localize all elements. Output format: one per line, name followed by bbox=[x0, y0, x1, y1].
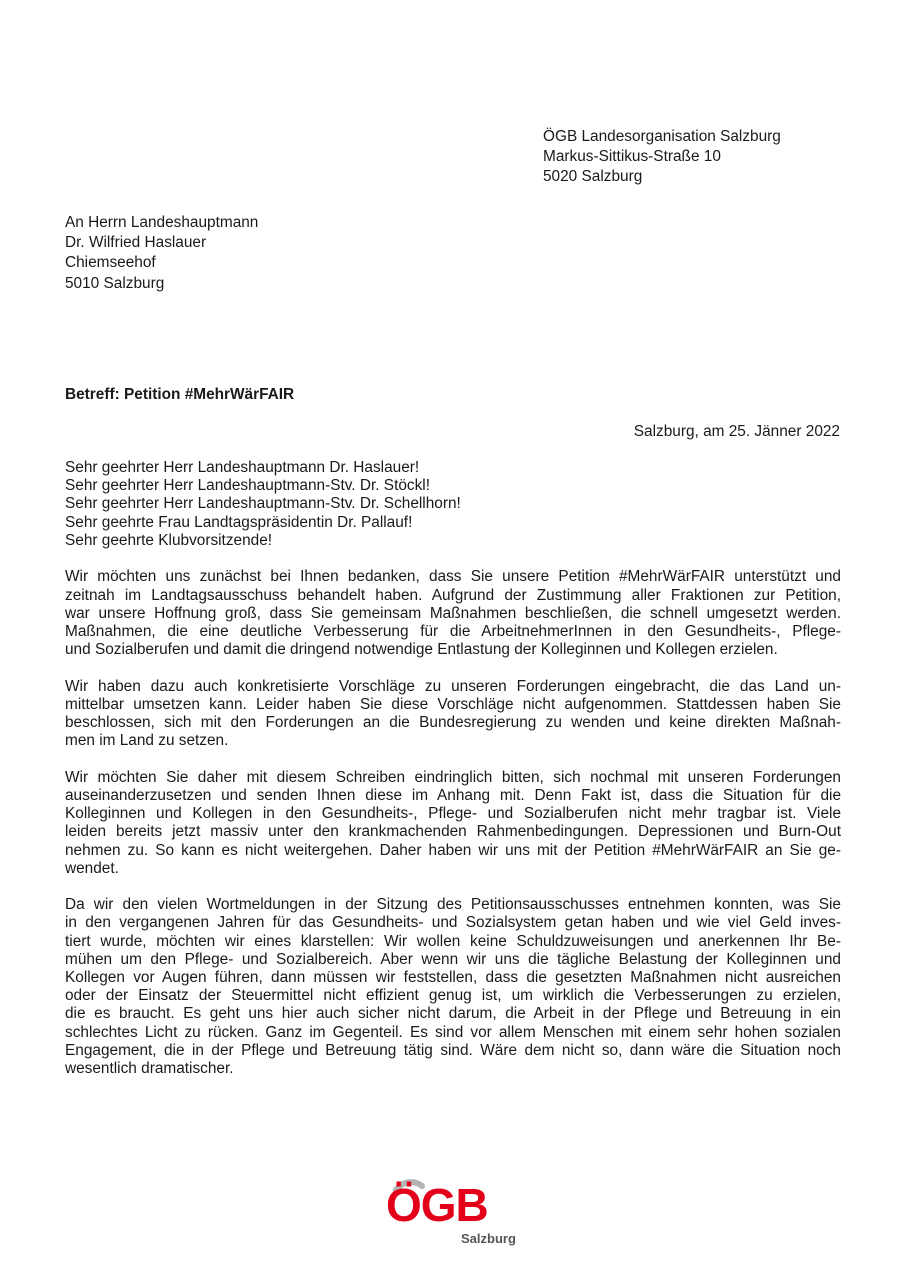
paragraph-line: war unsere Hoffnung groß, dass Sie gemeinsam Maßnahmen beschließen, die schnell umgesetzt werden. bbox=[65, 604, 841, 622]
paragraph-line: schlechtes Licht zu rücken. Ganz im Gegenteil. Es sind vor allem Menschen mit einem sehr hohen sozialen bbox=[65, 1023, 841, 1041]
letter-body bbox=[65, 459, 841, 1097]
salutation-block bbox=[65, 459, 841, 550]
paragraph-line: tiert wurde, möchten wir eines klarstellen: Wir wollen keine Schuldzuweisungen und anerkennen Ihr Be- bbox=[65, 932, 841, 950]
paragraph-line: zeitnah im Landtagsausschuss behandelt haben. Aufgrund der Zustimmung aller Fraktionen zur Petition, bbox=[65, 586, 841, 604]
sender-address bbox=[543, 127, 781, 188]
paragraph-line: men im Land zu setzen. bbox=[65, 732, 229, 750]
paragraph-line: Wir möchten uns zunächst bei Ihnen bedanken, dass Sie unsere Petition #MehrWärFAIR unterstützt und bbox=[65, 568, 841, 586]
sender-line: 5020 Salzburg bbox=[543, 168, 643, 186]
salutation-line: Sehr geehrte Klubvorsitzende! bbox=[65, 531, 273, 549]
logo-wordmark: ÖGB bbox=[386, 1179, 488, 1231]
paragraph-line: auseinanderzusetzen und senden Ihnen diese im Anhang mit. Denn Fakt ist, dass die Situation für die bbox=[65, 786, 841, 804]
paragraph-line: Da wir den vielen Wortmeldungen in der Sitzung des Petitionsausschusses entnehmen konnten, was Sie bbox=[65, 896, 841, 914]
paragraph-line: in den vergangenen Jahren für das Gesundheits- und Sozialsystem getan haben und wie viel Geld inves- bbox=[65, 914, 841, 932]
paragraph-line: und Sozialberufen und damit die dringend notwendige Entlastung der Kolleginnen und Kollegen erzielen. bbox=[65, 641, 778, 659]
paragraph-line: Maßnahmen, die eine deutliche Verbesserung für die ArbeitnehmerInnen in den Gesundheits-, Pflege- bbox=[65, 622, 841, 640]
sender-line: ÖGB Landesorganisation Salzburg bbox=[543, 128, 781, 145]
recipient-line: Chiemseehof bbox=[65, 254, 156, 272]
logo-sublabel: Salzburg bbox=[461, 1231, 516, 1246]
recipient-address bbox=[65, 213, 258, 294]
paragraph bbox=[65, 769, 841, 878]
subject-line: Betreff: Petition #MehrWärFAIR bbox=[65, 386, 295, 403]
paragraph-line: Kolleginnen und Kollegen in den Gesundheits-, Pflege- und Sozialberufen nicht mehr tragbar ist. Viele bbox=[65, 805, 841, 823]
salutation-line: Sehr geehrter Herr Landeshauptmann-Stv. Dr. Schellhorn! bbox=[65, 495, 461, 513]
paragraph bbox=[65, 568, 841, 659]
paragraph-line: die es braucht. Es geht uns hier auch sicher nicht darum, die Arbeit in der Pflege und Betreuung in ein bbox=[65, 1005, 841, 1023]
paragraph-line: nehmen zu. So kann es nicht weitergehen. Daher haben wir uns mit der Petition #MehrWärFAIR an Sie ge- bbox=[65, 841, 841, 859]
paragraph-line: oder der Einsatz der Steuermittel nicht effizient genug ist, um wirklich die Verbesserungen zu erzielen, bbox=[65, 987, 841, 1005]
salutation-line: Sehr geehrte Frau Landtagspräsidentin Dr. Pallauf! bbox=[65, 513, 413, 531]
letter-date: Salzburg, am 25. Jänner 2022 bbox=[633, 423, 840, 440]
recipient-line: Dr. Wilfried Haslauer bbox=[65, 234, 207, 252]
paragraph-line: wesentlich dramatischer. bbox=[65, 1060, 234, 1078]
paragraph-line: Kollegen vor Augen führen, dann müssen wir feststellen, dass die gesetzten Maßnahmen nicht ausreichen bbox=[65, 969, 841, 987]
paragraph-line: Wir haben dazu auch konkretisierte Vorschläge zu unseren Forderungen eingebracht, die das Land un- bbox=[65, 677, 841, 695]
paragraph-line: leiden bereits jetzt massiv unter den krankmachenden Rahmenbedingungen. Depressionen und Burn-Out bbox=[65, 823, 841, 841]
salutation-line: Sehr geehrter Herr Landeshauptmann-Stv. Dr. Stöckl! bbox=[65, 477, 430, 495]
paragraph-line: Wir möchten Sie daher mit diesem Schreiben eindringlich bitten, sich nochmal mit unseren Forderungen bbox=[65, 768, 841, 786]
recipient-line: An Herrn Landeshauptmann bbox=[65, 214, 259, 231]
paragraph-line: beschlossen, sich mit den Forderungen an die Bundesregierung zu wenden und keine direkten Maßnah- bbox=[65, 714, 841, 732]
paragraph bbox=[65, 678, 841, 751]
paragraph-line: wendet. bbox=[65, 859, 119, 877]
paragraph-line: Engagement, die in der Pflege und Betreuung tätig sind. Wäre dem nicht so, dann wäre die Situation noch bbox=[65, 1041, 841, 1059]
sender-line: Markus-Sittikus-Straße 10 bbox=[543, 148, 721, 166]
recipient-line: 5010 Salzburg bbox=[65, 274, 165, 292]
paragraph-line: mittelbar umsetzen kann. Leider haben Sie diese Vorschläge nicht aufgenommen. Stattdessen haben Sie bbox=[65, 695, 841, 713]
paragraph-line: mühen um den Pflege- und Sozialbereich. Aber wenn wir uns die tägliche Belastung der Kolleginnen und bbox=[65, 950, 841, 968]
paragraph bbox=[65, 896, 841, 1078]
salutation-line: Sehr geehrter Herr Landeshauptmann Dr. Haslauer! bbox=[65, 459, 420, 476]
